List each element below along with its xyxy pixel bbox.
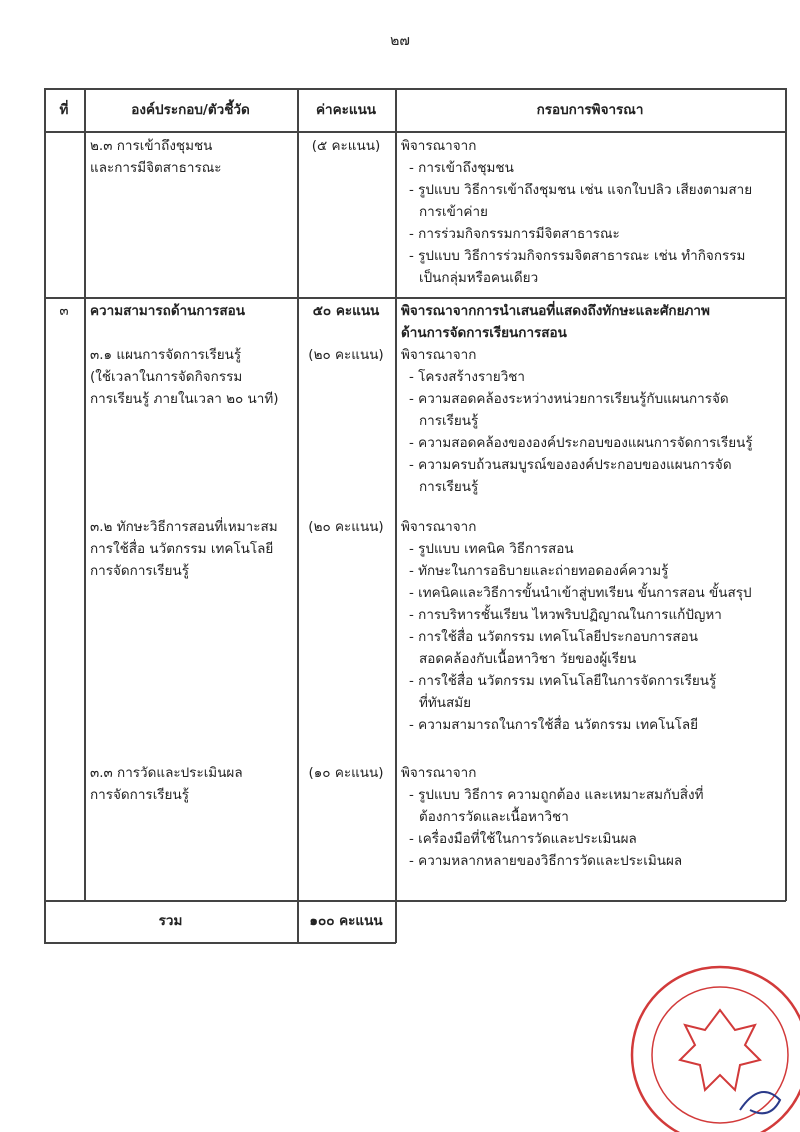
text-line: และการมีจิตสาธารณะ — [90, 160, 222, 176]
score-3-1: (๒๐ คะแนน) — [308, 347, 384, 363]
criteria-item: - เครื่องมือที่ใช้ในการวัดและประเมินผล — [409, 831, 637, 847]
criteria-item: - ทักษะในการอธิบายและถ่ายทอดองค์ความรู้ — [409, 563, 669, 579]
score-2-3: (๕ คะแนน) — [311, 138, 381, 154]
criteria-3-3 — [401, 762, 704, 872]
criteria-intro: พิจารณาจาก — [401, 519, 477, 535]
text-line: (ใช้เวลาในการจัดกิจกรรม — [90, 369, 243, 385]
component-3: ความสามารถด้านการสอน — [90, 303, 245, 319]
criteria-item: - ความหลากหลายของวิธีการวัดและประเมินผล — [409, 853, 683, 869]
component-3-2 — [90, 516, 278, 582]
criteria-item: - รูปแบบ เทคนิค วิธีการสอน — [409, 541, 574, 557]
criteria-3-1 — [401, 344, 753, 498]
page-number: ๒๗ — [390, 33, 410, 49]
criteria-item: - การเข้าถึงชุมชน — [409, 160, 514, 176]
text-line: ๓.๑ แผนการจัดการเรียนรู้ — [90, 347, 242, 363]
criteria-2-3 — [401, 135, 752, 289]
criteria-item: - เทคนิคและวิธีการขั้นนำเข้าสู่บทเรียน ขั้นการสอน ขั้นสรุป — [409, 585, 752, 601]
criteria-item: - การใช้สื่อ นวัตกรรม เทคโนโลยีในการจัดการเรียนรู้ — [409, 673, 717, 689]
criteria-intro: พิจารณาจาก — [401, 138, 477, 154]
component-3-1 — [90, 344, 279, 410]
row-divider — [44, 900, 786, 902]
criteria-item: - รูปแบบ วิธีการเข้าถึงชุมชน เช่น แจกใบปลิว เสียงตามสาย — [409, 182, 753, 198]
component-2-3 — [90, 135, 221, 179]
criteria-item-continued: การเรียนรู้ — [419, 413, 479, 429]
text-line: การจัดการเรียนรู้ — [90, 563, 189, 579]
total-score: ๑๐๐ คะแนน — [309, 913, 383, 929]
text-line: การเรียนรู้ ภายในเวลา ๒๐ นาที) — [90, 391, 279, 407]
total-label: รวม — [158, 913, 183, 929]
criteria-item-continued: การเข้าค่าย — [419, 204, 488, 220]
criteria-item: - รูปแบบ วิธีการร่วมกิจกรรมจิตสาธารณะ เช่น ทำกิจกรรม — [409, 248, 746, 264]
criteria-item: - โครงสร้างรายวิชา — [409, 369, 526, 385]
criteria-item: - ความสามารถในการใช้สื่อ นวัตกรรม เทคโนโลยี — [409, 717, 699, 733]
header-divider — [44, 131, 786, 133]
criteria-item: - การบริหารชั้นเรียน ไหวพริบปฏิญาณในการแก้ปัญหา — [409, 607, 722, 623]
row-divider — [44, 297, 786, 299]
official-seal-icon — [620, 960, 800, 1132]
criteria-item-continued: สอดคล้องกับเนื้อหาวิชา วัยของผู้เรียน — [419, 651, 637, 667]
criteria-item-continued: ที่ทันสมัย — [419, 695, 472, 711]
header-score: ค่าคะแนน — [315, 102, 377, 118]
criteria-item: - การใช้สื่อ นวัตกรรม เทคโนโลยีประกอบการสอน — [409, 629, 698, 645]
table-border-bottom — [44, 942, 396, 944]
component-3-3 — [90, 762, 243, 806]
criteria-item: - ความสอดคล้องขององค์ประกอบของแผนการจัดการเรียนรู้ — [409, 435, 753, 451]
criteria-3 — [401, 300, 710, 344]
score-3-3: (๑๐ คะแนน) — [308, 765, 384, 781]
criteria-item-continued: ต้องการวัดและเนื้อหาวิชา — [419, 809, 569, 825]
criteria-item-continued: การเรียนรู้ — [419, 479, 479, 495]
criteria-intro: พิจารณาจาก — [401, 765, 477, 781]
header-criteria: กรอบการพิจารณา — [536, 102, 644, 118]
text-line: การใช้สื่อ นวัตกรรม เทคโนโลยี — [90, 541, 274, 557]
score-3-2: (๒๐ คะแนน) — [308, 519, 384, 535]
column-divider — [84, 88, 86, 900]
criteria-item-continued: เป็นกลุ่มหรือคนเดียว — [419, 270, 539, 286]
text-line: พิจารณาจากการนำเสนอที่แสดงถึงทักษะและศักยภาพ — [401, 303, 710, 319]
header-component: องค์ประกอบ/ตัวชี้วัด — [131, 102, 250, 118]
criteria-item: - การร่วมกิจกรรมการมีจิตสาธารณะ — [409, 226, 620, 242]
table-border-top — [44, 88, 786, 90]
criteria-item: - ความสอดคล้องระหว่างหน่วยการเรียนรู้กับแผนการจัด — [409, 391, 729, 407]
table-border-left — [44, 88, 46, 943]
column-divider — [395, 88, 397, 943]
table-border-right — [785, 88, 787, 901]
text-line: ๒.๓ การเข้าถึงชุมชน — [90, 138, 213, 154]
text-line: การจัดการเรียนรู้ — [90, 787, 189, 803]
criteria-intro: พิจารณาจาก — [401, 347, 477, 363]
score-3: ๕๐ คะแนน — [312, 303, 380, 319]
text-line: ด้านการจัดการเรียนการสอน — [401, 325, 567, 341]
text-line: ๓.๓ การวัดและประเมินผล — [90, 765, 243, 781]
row-number: ๓ — [59, 303, 69, 319]
header-no: ที่ — [59, 102, 69, 118]
criteria-item: - รูปแบบ วิธีการ ความถูกต้อง และเหมาะสมกับสิ่งที่ — [409, 787, 704, 803]
text-line: ๓.๒ ทักษะวิธีการสอนที่เหมาะสม — [90, 519, 278, 535]
criteria-item: - ความครบถ้วนสมบูรณ์ขององค์ประกอบของแผนการจัด — [409, 457, 732, 473]
criteria-3-2 — [401, 516, 752, 736]
